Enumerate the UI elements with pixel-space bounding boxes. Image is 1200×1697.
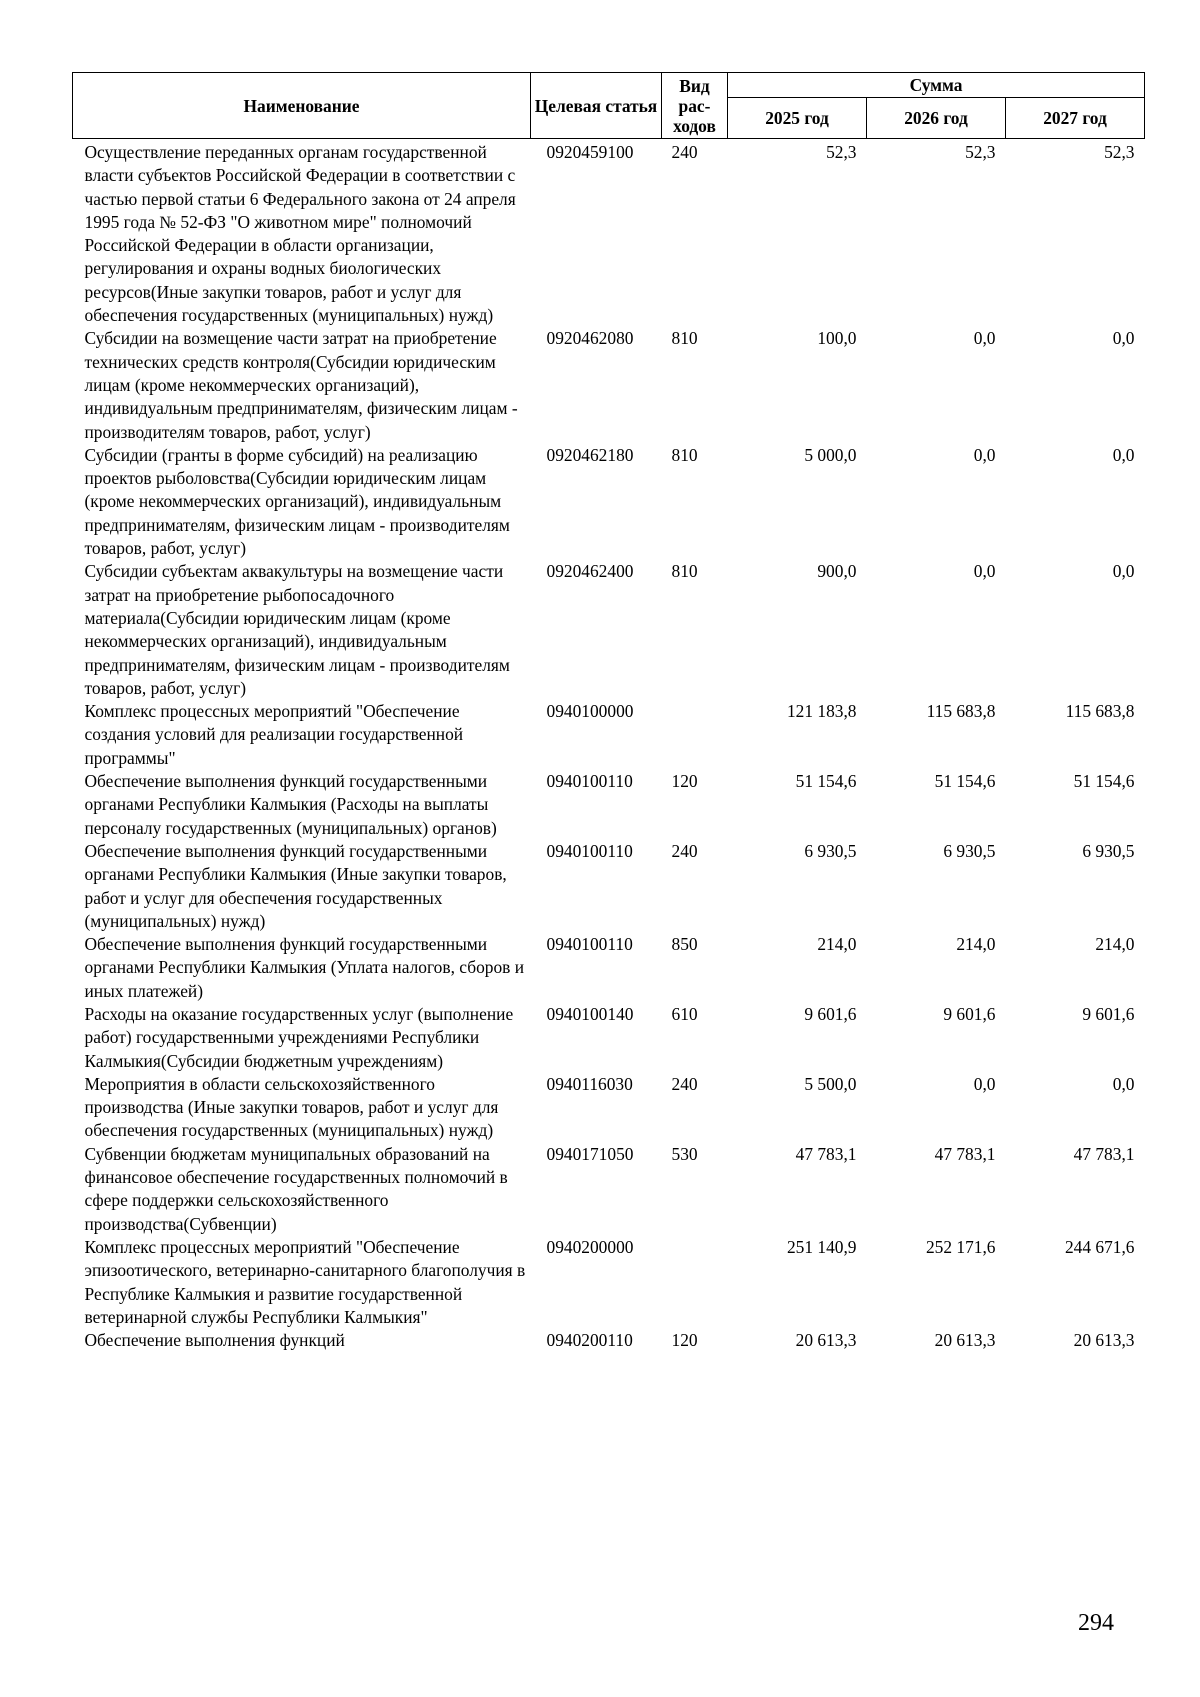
row-code: 0940171050 xyxy=(546,1143,634,1164)
row-value-2025: 47 783,1 xyxy=(795,1143,857,1164)
row-code: 0940116030 xyxy=(546,1073,633,1094)
row-name: Субвенции бюджетам муниципальных образований на финансовое обеспечение государственных полномочий в сфере поддержки сельскохозяйственного производства(Субвенции) xyxy=(84,1143,508,1234)
row-type: 810 xyxy=(671,561,698,582)
table-row xyxy=(73,840,1145,933)
table-body xyxy=(73,139,1145,1353)
row-type: 240 xyxy=(671,1073,698,1094)
table-row xyxy=(73,1073,1145,1143)
row-name: Обеспечение выполнения функций государственными органами Республики Калмыкия (Иные закупки товаров, работ и услуг для обеспечения государственных (муниципальных) нужд) xyxy=(84,840,507,931)
row-name: Мероприятия в области сельскохозяйственного производства (Иные закупки товаров, работ и услуг для обеспечения государственных (муниципальных) нужд) xyxy=(84,1073,499,1141)
row-value-2027: 0,0 xyxy=(1112,1073,1135,1094)
header-sum: Сумма xyxy=(728,73,1145,98)
table-row xyxy=(73,139,1145,328)
row-code: 0920462180 xyxy=(546,444,634,465)
row-value-2027: 0,0 xyxy=(1112,561,1135,582)
table-row xyxy=(73,444,1145,560)
row-value-2027: 47 783,1 xyxy=(1073,1143,1135,1164)
table-row xyxy=(73,1236,1145,1329)
header-code: Целевая статья xyxy=(531,73,662,139)
page-number: 294 xyxy=(1078,1610,1114,1636)
row-value-2026: 20 613,3 xyxy=(934,1330,996,1351)
row-value-2027: 52,3 xyxy=(1104,142,1135,162)
row-code: 0920459100 xyxy=(546,142,634,162)
row-code: 0940100000 xyxy=(546,701,634,722)
row-type: 240 xyxy=(671,840,698,861)
row-value-2025: 121 183,8 xyxy=(786,701,857,722)
row-value-2026: 9 601,6 xyxy=(943,1003,996,1024)
row-type: 810 xyxy=(671,328,698,349)
table-row xyxy=(73,770,1145,840)
row-value-2027: 0,0 xyxy=(1112,328,1135,349)
row-value-2027: 0,0 xyxy=(1112,444,1135,465)
row-value-2025: 5 500,0 xyxy=(804,1073,857,1094)
row-name: Комплекс процессных мероприятий "Обеспечение эпизоотического, ветеринарно-санитарного благополучия в Республике Калмыкия и развитие государственной ветеринарной службы Республики Калмыкия" xyxy=(84,1236,526,1327)
row-code: 0940200110 xyxy=(546,1330,633,1351)
row-name: Обеспечение выполнения функций государственными органами Республики Калмыкия (Уплата налогов, сборов и иных платежей) xyxy=(84,934,525,1001)
table-row xyxy=(73,933,1145,1003)
row-value-2027: 20 613,3 xyxy=(1073,1330,1135,1351)
row-value-2027: 51 154,6 xyxy=(1073,771,1135,792)
row-type: 530 xyxy=(671,1143,698,1164)
row-value-2027: 9 601,6 xyxy=(1082,1003,1135,1024)
table-row xyxy=(73,700,1145,770)
row-value-2025: 214,0 xyxy=(817,934,857,955)
header-type: Вид рас-ходов xyxy=(662,73,728,139)
row-value-2025: 251 140,9 xyxy=(786,1236,857,1257)
row-value-2027: 115 683,8 xyxy=(1065,701,1135,722)
row-type: 120 xyxy=(671,771,698,792)
row-code: 0920462400 xyxy=(546,561,634,582)
row-code: 0940100140 xyxy=(546,1003,634,1024)
header-year-2027: 2027 год xyxy=(1006,98,1145,139)
row-value-2025: 5 000,0 xyxy=(804,444,857,465)
row-type: 850 xyxy=(671,934,698,955)
row-value-2026: 252 171,6 xyxy=(925,1236,996,1257)
row-value-2027: 6 930,5 xyxy=(1082,840,1135,861)
row-value-2027: 244 671,6 xyxy=(1064,1236,1135,1257)
row-value-2026: 6 930,5 xyxy=(943,840,996,861)
row-value-2026: 0,0 xyxy=(973,444,996,465)
row-type: 240 xyxy=(671,142,698,162)
row-name: Комплекс процессных мероприятий "Обеспечение создания условий для реализации государственной программы" xyxy=(84,701,464,768)
row-value-2026: 115 683,8 xyxy=(926,701,996,722)
row-value-2026: 51 154,6 xyxy=(934,771,996,792)
row-value-2025: 9 601,6 xyxy=(804,1003,857,1024)
table-header xyxy=(73,73,1145,139)
header-name: Наименование xyxy=(73,73,531,139)
row-type: 120 xyxy=(671,1330,698,1351)
table-row xyxy=(73,1329,1145,1352)
row-code: 0940100110 xyxy=(546,840,633,861)
row-name: Обеспечение выполнения функций государственными органами Республики Калмыкия (Расходы на выплаты персоналу государственных (муниципальных) органов) xyxy=(84,771,497,838)
row-code: 0920462080 xyxy=(546,328,634,349)
row-value-2027: 214,0 xyxy=(1095,934,1135,955)
row-value-2026: 0,0 xyxy=(973,328,996,349)
row-value-2025: 20 613,3 xyxy=(795,1330,857,1351)
header-year-2026: 2026 год xyxy=(867,98,1006,139)
table-row xyxy=(73,327,1145,443)
row-code: 0940100110 xyxy=(546,934,633,955)
row-value-2026: 0,0 xyxy=(973,561,996,582)
row-name: Обеспечение выполнения функций xyxy=(84,1330,345,1351)
row-value-2025: 52,3 xyxy=(826,142,857,162)
row-name: Субсидии на возмещение части затрат на приобретение технических средств контроля(Субсидии юридическим лицам (кроме некоммерческих организаций), индивидуальным предпринимателям, физическим лицам - производителям товаров, работ, услуг) xyxy=(84,328,518,442)
row-value-2026: 0,0 xyxy=(973,1073,996,1094)
row-value-2026: 47 783,1 xyxy=(934,1143,996,1164)
row-value-2025: 6 930,5 xyxy=(804,840,857,861)
table-row xyxy=(73,1003,1145,1073)
row-code: 0940100110 xyxy=(546,771,633,792)
row-value-2026: 52,3 xyxy=(965,142,996,162)
row-value-2025: 100,0 xyxy=(817,328,857,349)
row-type: 610 xyxy=(671,1003,698,1024)
row-name: Субсидии субъектам аквакультуры на возмещение части затрат на приобретение рыбопосадочного материала(Субсидии юридическим лицам (кроме некоммерческих организаций), индивидуальным предпринимателям, физическим лицам - производителям товаров, работ, услуг) xyxy=(84,561,510,698)
row-name: Субсидии (гранты в форме субсидий) на реализацию проектов рыболовства(Субсидии юридическим лицам (кроме некоммерческих организаций), индивидуальным предпринимателям, физическим лицам - производителям товаров, работ, услуг) xyxy=(84,444,510,559)
row-value-2025: 51 154,6 xyxy=(795,771,857,792)
table-row xyxy=(73,560,1145,700)
row-value-2026: 214,0 xyxy=(956,934,996,955)
row-type: 810 xyxy=(671,444,698,465)
row-name: Осуществление переданных органам государственной власти субъектов Российской Федерации в соответствии с частью первой статьи 6 Федерального закона от 24 апреля 1995 года № 52-ФЗ "О животном мире" полномочий Российской Федерации в области организации, регулирования и охраны водных биологических ресурсов(Иные закупки товаров, работ и услуг для обеспечения государственных (муниципальных) нужд) xyxy=(84,142,516,326)
table-row xyxy=(73,1143,1145,1236)
row-code: 0940200000 xyxy=(546,1236,634,1257)
header-year-2025: 2025 год xyxy=(728,98,867,139)
row-type xyxy=(662,1236,728,1329)
row-type xyxy=(662,700,728,770)
row-value-2025: 900,0 xyxy=(817,561,857,582)
budget-table xyxy=(72,72,1145,1352)
row-name: Расходы на оказание государственных услуг (выполнение работ) государственными учреждениями Республики Калмыкия(Субсидии бюджетным учреждениям) xyxy=(84,1003,514,1071)
